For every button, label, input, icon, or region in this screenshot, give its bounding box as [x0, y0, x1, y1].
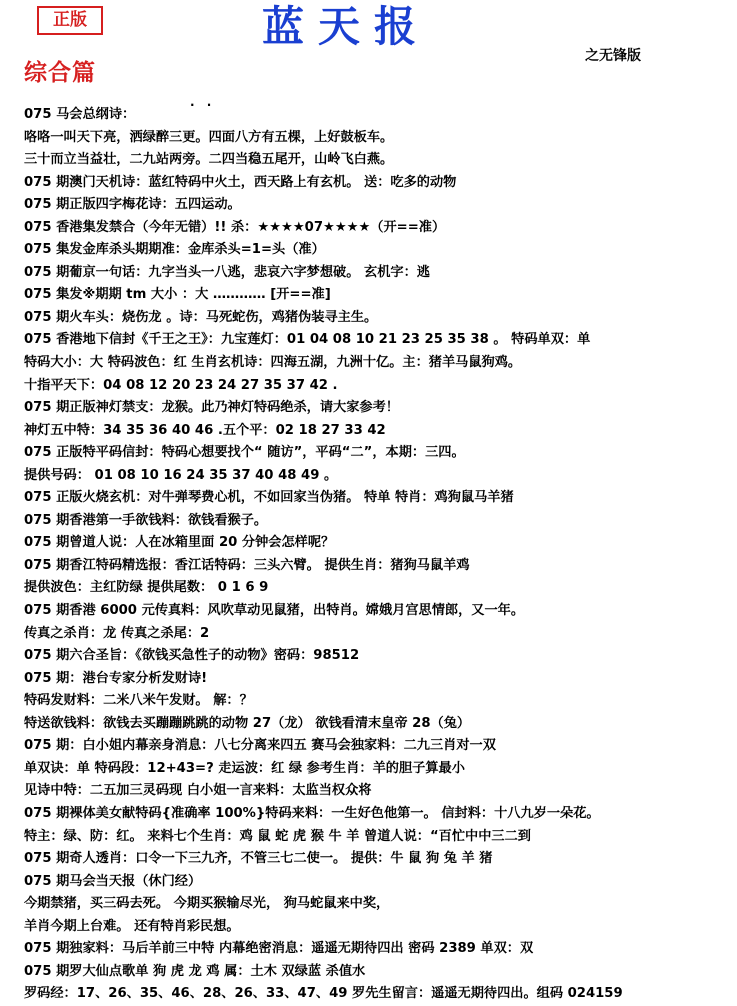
newspaper-title: 蓝天报 — [262, 2, 431, 51]
text-line: 羊肖今期上台难。 还有特肖彩民想。 — [24, 918, 240, 934]
text-line: 075 正版特平码信封：特码心想要找个“ 随访”，平码“二”，本期：三四。 — [24, 445, 465, 461]
text-line: 075 期马会当天报（休门经） — [24, 873, 202, 889]
text-line: 075 期曾道人说：人在冰箱里面 20 分钟会怎样呢？ — [24, 535, 335, 551]
text-line: 075 期罗大仙点歌单 狗 虎 龙 鸡 属：土木 双绿蓝 杀值水 — [24, 963, 366, 979]
text-line: 075 期：港台专家分析发财诗! — [24, 670, 208, 686]
text-line: 单双诀：单 特码段：12+43=? 走运波：红 绿 参考生肖：羊的胆子算最小 — [24, 760, 465, 776]
text-line: 特码发财料：二米八米午发财。 解：？ — [24, 693, 253, 709]
text-line: 075 正版火烧玄机：对牛弹琴费心机，不如回家当伪猪。 特单 特肖：鸡狗鼠马羊猪 — [24, 490, 514, 506]
text-line: 075 期裸体美女献特码{准确率 100%}特码来料：一生好色他第一。 信封料：十八九岁一朵花。 — [24, 805, 600, 821]
text-line: 特码大小：大 特码波色：红 生肖玄机诗：四海五湖，九洲十亿。主：猪羊马鼠狗鸡。 — [24, 355, 522, 371]
text-line: 075 期香港第一手欲钱料：欲钱看猴子。 — [24, 512, 268, 528]
text-line: 075 香港地下信封《千王之王》：九宝莲灯：01 04 08 10 21 23 25 35 38 。 特码单双：单 — [24, 332, 591, 348]
text-line: 075 期葡京一句话：九字当头一八逃，悲哀六字梦想破。 玄机字：逃 — [24, 264, 430, 280]
stray-dots: . . — [190, 95, 216, 109]
text-line: 075 期奇人透肖：口令一下三九齐，不管三七二使一。 提供：牛 鼠 狗 兔 羊 猪 — [24, 851, 493, 867]
section-heading: 综合篇 — [24, 60, 96, 86]
text-line: 三十而立当益壮，二九站两旁。二四当稳五尾开，山岭飞白燕。 — [24, 152, 394, 168]
text-line: 提供号码： 01 08 10 16 24 35 37 40 48 49 。 — [24, 467, 338, 483]
text-line: 075 集发※期期 tm 大小 ：大 ………… [开==准] — [24, 287, 331, 303]
text-line: 今期禁猪，买三码去死。 今期买猴输尽光， 狗马蛇鼠来中奖， — [24, 896, 390, 912]
text-line: 075 期香江特码精选报：香江话特码：三头六臂。 提供生肖：猪狗马鼠羊鸡 — [24, 557, 470, 573]
text-line: 特送欲钱料：欲钱去买蹦蹦跳跳的动物 27（龙） 欲钱看清末皇帝 28（兔） — [24, 715, 471, 731]
text-line: 罗码经：17、26、35、46、28、26、33、47、49 罗先生留言：遥遥无期待四出。组码 024159 — [24, 986, 623, 1002]
text-line: 传真之杀肖：龙 传真之杀尾：2 — [24, 625, 210, 641]
text-line: 075 期正版四字梅花诗：五四运动。 — [24, 197, 241, 213]
text-line: 十指平天下：04 08 12 20 23 24 27 35 37 42 . — [24, 377, 338, 393]
text-line: 提供波色：主红防绿 提供尾数： 0 1 6 9 — [24, 580, 269, 596]
text-line: 075 期香港 6000 元传真料：风吹草动见鼠猪，出特肖。嫦娥月宫思情郎，又一年。 — [24, 603, 525, 619]
text-line: 见诗中特：二五加三灵码现 白小姐一言来料：太监当权众将 — [24, 783, 372, 799]
text-line: 神灯五中特：34 35 36 40 46 .五个平：02 18 27 33 42 — [24, 422, 386, 438]
text-line: 075 期：白小姐内幕亲身消息：八七分离来四五 赛马会独家料：二九三肖对一双 — [24, 738, 496, 754]
text-line: 075 马会总纲诗： — [24, 107, 136, 122]
edition-label: 之无锋版 — [585, 48, 641, 64]
text-line: 特主：绿、防：红。 来料七个生肖：鸡 鼠 蛇 虎 猴 牛 羊 曾道人说：“百忙中中三二到 — [24, 828, 531, 844]
edition-badge: 正版 — [37, 6, 103, 35]
text-line: 075 期六合圣旨：《欲钱买急性子的动物》密码：98512 — [24, 648, 360, 664]
text-body — [24, 104, 729, 1006]
text-line: 075 香港集发禁合（今年无错）!! 杀：★★★★07★★★★（开==准） — [24, 219, 446, 235]
text-line: 075 集发金库杀头期期准：金库杀头=1=头（准） — [24, 242, 325, 258]
text-line: 075 期正版神灯禁支：龙猴。此乃神灯特码绝杀，请大家参考！ — [24, 400, 399, 416]
text-line: 075 期澳门天机诗：蓝红特码中火土，西天路上有玄机。 送：吃多的动物 — [24, 174, 457, 190]
text-line: 075 期独家料：马后羊前三中特 内幕绝密消息：遥遥无期待四出 密码 2389 单双：双 — [24, 941, 534, 957]
text-line: 咯咯一叫天下亮，洒绿醉三更。四面八方有五棵，上好鼓板车。 — [24, 129, 394, 145]
text-line: 075 期火车头：烧伤龙 。诗：马死蛇伤，鸡猪伪装寻主生。 — [24, 309, 378, 325]
